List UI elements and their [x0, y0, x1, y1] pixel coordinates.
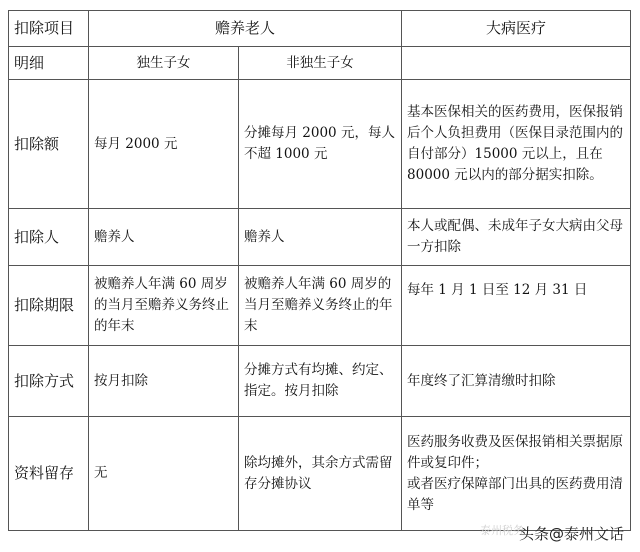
header-item: 扣除项目: [9, 11, 89, 47]
row-label: 资料留存: [9, 417, 89, 531]
cell-non-only-child: 被赡养人年满 60 周岁的当月至赡养义务终止的年末: [239, 266, 402, 346]
header-serious-illness: 大病医疗: [402, 11, 631, 47]
detail-label: 明细: [9, 47, 89, 80]
table-row: [9, 209, 631, 266]
cell-only-child: 按月扣除: [89, 346, 239, 417]
row-label: 扣除人: [9, 209, 89, 266]
table-row: [9, 346, 631, 417]
detail-row: [9, 47, 631, 80]
deduction-table: [8, 10, 631, 531]
row-label: 扣除期限: [9, 266, 89, 346]
cell-non-only-child: 分摊每月 2000 元，每人不超 1000 元: [239, 80, 402, 209]
cell-only-child: 每月 2000 元: [89, 80, 239, 209]
cell-illness: 年度终了汇算清缴时扣除: [402, 346, 631, 417]
cell-non-only-child: 赡养人: [239, 209, 402, 266]
cell-illness: 每年 1 月 1 日至 12 月 31 日: [402, 266, 631, 346]
table-row: [9, 80, 631, 209]
cell-illness: 本人或配偶、未成年子女大病由父母一方扣除: [402, 209, 631, 266]
cell-only-child: 被赡养人年满 60 周岁的当月至赡养义务终止的年末: [89, 266, 239, 346]
illness-docs-line-2: 或者医疗保障部门出具的医药费用清单等: [407, 475, 624, 513]
faint-watermark: 泰州税务: [480, 524, 524, 537]
cell-non-only-child: 分摊方式有均摊、约定、指定。按月扣除: [239, 346, 402, 417]
table-row: [9, 266, 631, 346]
detail-illness: [402, 47, 631, 80]
cell-only-child: 赡养人: [89, 209, 239, 266]
row-label: 扣除额: [9, 80, 89, 209]
detail-non-only-child: 非独生子女: [239, 47, 402, 80]
cell-illness: 基本医保相关的医药费用，医保报销后个人负担费用（医保目录范围内的自付部分）15000 元以上，且在 80000 元以内的部分据实扣除。: [402, 80, 631, 209]
illness-docs-line-1: 医药服务收费及医保报销相关票据原件或复印件；: [407, 433, 624, 471]
detail-only-child: 独生子女: [89, 47, 239, 80]
table-row: [9, 417, 631, 531]
cell-illness: [402, 417, 631, 531]
cell-non-only-child: 除均摊外，其余方式需留存分摊协议: [239, 417, 402, 531]
row-label: 扣除方式: [9, 346, 89, 417]
table-header-row: [9, 11, 631, 47]
cell-only-child: 无: [89, 417, 239, 531]
header-elderly-support: 赡养老人: [89, 11, 402, 47]
watermark: 头条@泰州文话: [518, 525, 624, 543]
